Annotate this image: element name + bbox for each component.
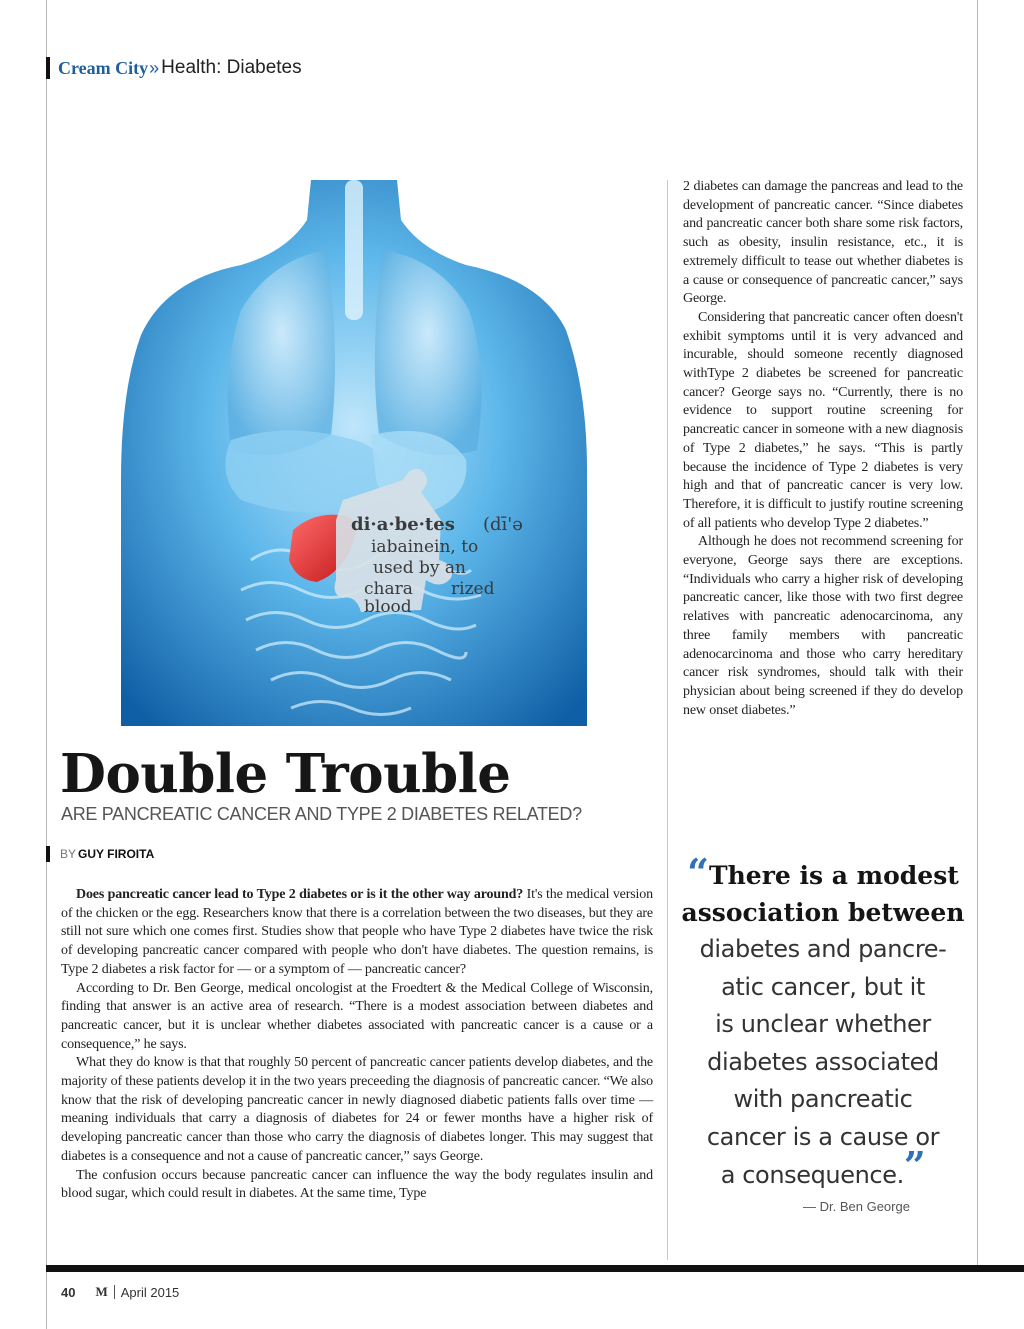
hero-image [121, 180, 587, 726]
body-paragraph: 2 diabetes can damage the pancreas and lead to the development of pancreatic cancer. “Since diabetes and pancreatic cancer both share some risk factors, such as obesity, insulin resistance, etc., it is extremely difficult to tease out whether diabetes is a cause or consequence of pancreatic cancer,” says George. [683, 179, 963, 307]
body-paragraph: According to Dr. Ben George, medical oncologist at the Froedtert & the Medical College of Wisconsin, finding that answer is an active area of research. “There is a modest association between diabetes and pancreatic cancer, but it is unclear whether diabetes associated with pancreatic cancer is a cause or a consequence,” he says. [61, 980, 653, 1052]
article-body-left [61, 886, 653, 1204]
byline [46, 845, 154, 863]
dict-line4: chara [364, 579, 413, 599]
dict-line4b: rized [451, 579, 495, 599]
header-separator: » [149, 57, 160, 78]
pull-quote-line: cancer is a cause or [706, 1122, 940, 1151]
pull-quote-line: association between [681, 898, 965, 927]
header-section: Health: Diabetes [161, 57, 302, 78]
pull-quote-line: “There is a modest [687, 850, 959, 895]
body-paragraph: What they do know is that that roughly 50 percent of pancreatic cancer patients develop diabetes, and the majority of these patients develop it in the two years preceeding the diagnosis of pancreatic cancer. “We also know that the risk of developing pancreatic cancer in newly diagnosed diabetic patients falls over time — meaning individuals that carry a diagnosis of diabetes for 24 or fewer months have a higher risk of developing pancreatic cancer than those who carry the diagnosis of diabetes longer. This may suggest that diabetes is a consequence and not a cause of pancreatic cancer,” says George. [61, 1055, 653, 1164]
pull-quote-line: atic cancer, but it [721, 972, 925, 1001]
open-quote-icon: “ [687, 850, 710, 895]
body-paragraph: Although he does not recommend screening for everyone, George says there are exceptions. “Individuals who carry a higher risk of developing pancreatic cancer, like those with two first degree relatives with pancreatic adenocarcinoma, any three family members with pancreatic adenocarcinoma and those who carry hereditary cancer risk syndromes, should talk with their physician about being screened if they do develop new onset diabetes.” [683, 534, 963, 718]
pull-quote-line: diabetes and pancre- [699, 935, 947, 963]
page-number: 40 [61, 1284, 76, 1300]
byline-prefix: BY [60, 847, 77, 861]
header-brand: Cream City [58, 57, 149, 78]
body-paragraph: Considering that pancreatic cancer often doesn't exhibit symptoms until it is very advanced and incurable, should someone recently diagnosed withType 2 diabetes be screened for pancreatic cancer? George says no. “Currently, there is no evidence to support routine screening for pancreatic cancer in someone with a new diagnosis of Type 2 diabetes,” he says. “This is partly because the incidence of Type 2 diabetes is very high and that of pancreatic cancer is very low. Therefore, it is difficult to justify routine screening of all patients who develop Type 2 diabetes.” [683, 309, 963, 531]
lead-text: It's the medical version of the chicken or the egg. Researchers know that there is a correlation between the two diseases, but they are still not sure which one comes first. Studies show that people who have Type 2 diabetes have twice the risk of developing pancreatic cancer compared with people who don't have diabetes. The question remains, is Type 2 diabetes a risk factor for — or a symptom of — pancreatic cancer? [61, 887, 653, 977]
article-body-right [683, 178, 963, 720]
dict-headword: di·a·be·tes [351, 514, 455, 535]
article-headline: Double Trouble [60, 743, 511, 805]
column-divider [667, 180, 668, 1260]
pull-quote-attribution: — Dr. Ben George [803, 1199, 910, 1214]
article-subhead: ARE PANCREATIC CANCER AND TYPE 2 DIABETES RELATED? [61, 804, 582, 824]
pull-quote-line: is unclear whether [715, 1010, 931, 1038]
footer-separator [114, 1285, 115, 1299]
page-footer [61, 1284, 179, 1300]
lead-paragraph [61, 886, 653, 980]
pull-quote-line: diabetes associated [707, 1047, 939, 1076]
dict-pron: (dī'ə [483, 514, 523, 535]
body-paragraph: The confusion occurs because pancreatic cancer can influence the way the body regulates insulin and blood sugar, which could result in diabetes. At the same time, Type [61, 1167, 653, 1202]
close-quote-icon: ” [903, 1143, 926, 1188]
issue-date: April 2015 [120, 1284, 180, 1300]
dict-line5: blood [364, 597, 412, 617]
magazine-logo: M [95, 1284, 108, 1299]
section-header [46, 56, 302, 80]
trachea [345, 180, 363, 320]
pull-quote-line: with pancreatic [733, 1085, 913, 1113]
left-margin-rule [46, 0, 47, 1329]
dict-line2: iabainein, to [371, 537, 479, 557]
header-bar [46, 57, 50, 79]
byline-bar [46, 846, 50, 862]
right-margin-rule [977, 0, 978, 1266]
byline-author: GUY FIROITA [78, 847, 155, 861]
footer-rule [46, 1265, 1024, 1272]
pull-quote-line: a consequence.” [720, 1143, 926, 1189]
dict-line3: used by an [373, 558, 466, 578]
lead-question: Does pancreatic cancer lead to Type 2 diabetes or is it the other way around? [76, 887, 524, 902]
pull-quote [681, 850, 965, 1195]
